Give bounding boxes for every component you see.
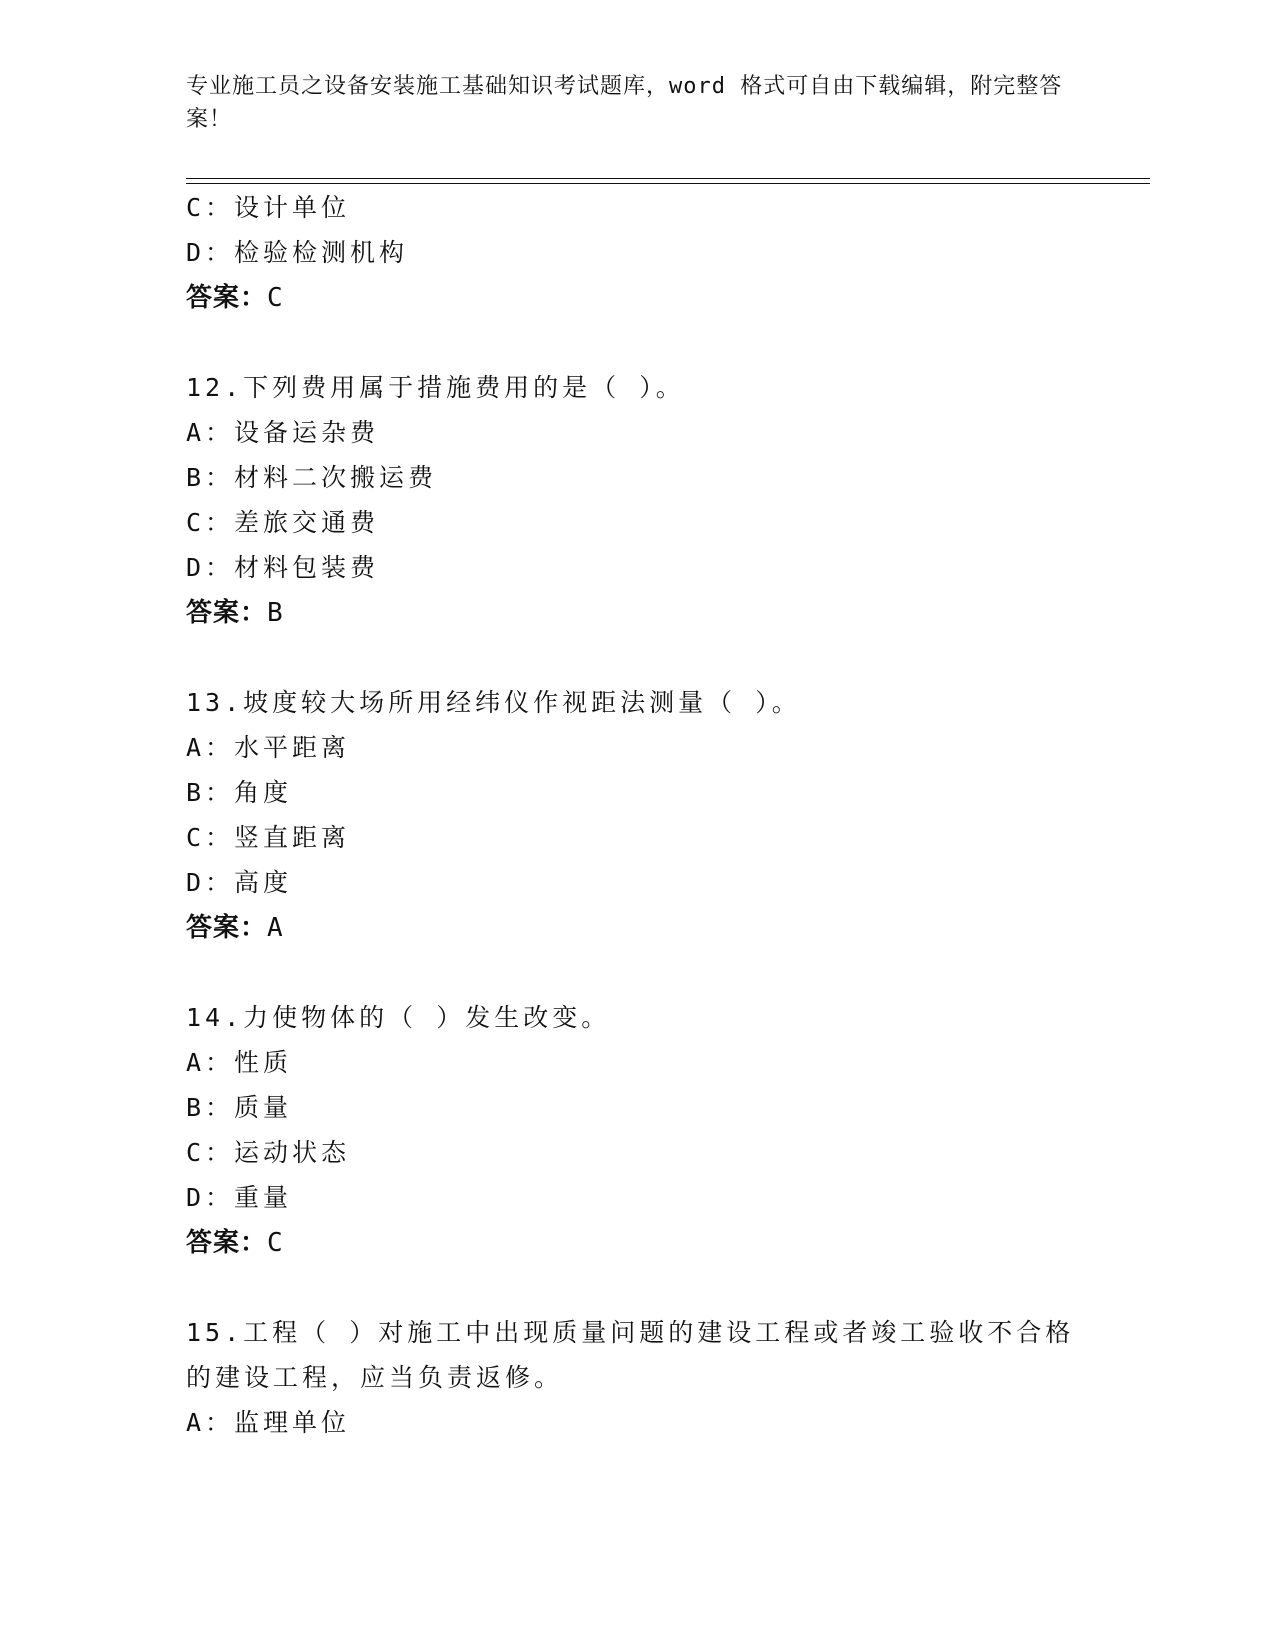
answer-value: C bbox=[267, 283, 284, 313]
question-12-answer bbox=[186, 596, 284, 630]
question-14-option-d: D：重量 bbox=[186, 1183, 293, 1212]
question-15-option-a: A：监理单位 bbox=[186, 1408, 351, 1437]
answer-label: 答案： bbox=[186, 598, 268, 628]
question-12-option-a: A：设备运杂费 bbox=[186, 418, 380, 447]
answer-value: C bbox=[267, 1228, 284, 1258]
question-14-stem: 14.力使物体的（ ）发生改变。 bbox=[186, 1003, 611, 1032]
answer-label: 答案： bbox=[186, 913, 268, 943]
question-12-option-c: C：差旅交通费 bbox=[186, 508, 380, 537]
option-c: C：设计单位 bbox=[186, 193, 351, 222]
answer-label: 答案： bbox=[186, 1228, 268, 1258]
question-15-stem-line-1: 15.工程（ ）对施工中出现质量问题的建设工程或者竣工验收不合格 bbox=[186, 1318, 1075, 1347]
header-rule-bottom bbox=[186, 183, 1150, 184]
question-13-answer bbox=[186, 911, 284, 945]
option-d: D：检验检测机构 bbox=[186, 238, 409, 267]
question-14-option-b: B：质量 bbox=[186, 1093, 293, 1122]
question-14-option-c: C：运动状态 bbox=[186, 1138, 351, 1167]
answer-label: 答案： bbox=[186, 283, 268, 313]
question-12-option-d: D：材料包装费 bbox=[186, 553, 380, 582]
question-12-stem: 12.下列费用属于措施费用的是（ ）。 bbox=[186, 373, 685, 402]
question-13-stem: 13.坡度较大场所用经纬仪作视距法测量（ ）。 bbox=[186, 688, 801, 717]
answer-value: A bbox=[267, 913, 284, 943]
header-rule-top bbox=[186, 178, 1150, 179]
question-15-stem-line-2: 的建设工程，应当负责返修。 bbox=[186, 1363, 564, 1392]
question-14-answer bbox=[186, 1226, 284, 1260]
question-13-option-c: C：竖直距离 bbox=[186, 823, 351, 852]
answer-line bbox=[186, 281, 284, 315]
question-13-option-a: A：水平距离 bbox=[186, 733, 351, 762]
question-13-option-b: B：角度 bbox=[186, 778, 293, 807]
document-header: 专业施工员之设备安装施工基础知识考试题库，word 格式可自由下载编辑，附完整答案！ bbox=[186, 74, 1063, 132]
answer-value: B bbox=[267, 598, 284, 628]
question-13-option-d: D：高度 bbox=[186, 868, 293, 897]
question-14-option-a: A：性质 bbox=[186, 1048, 293, 1077]
question-12-option-b: B：材料二次搬运费 bbox=[186, 463, 438, 492]
